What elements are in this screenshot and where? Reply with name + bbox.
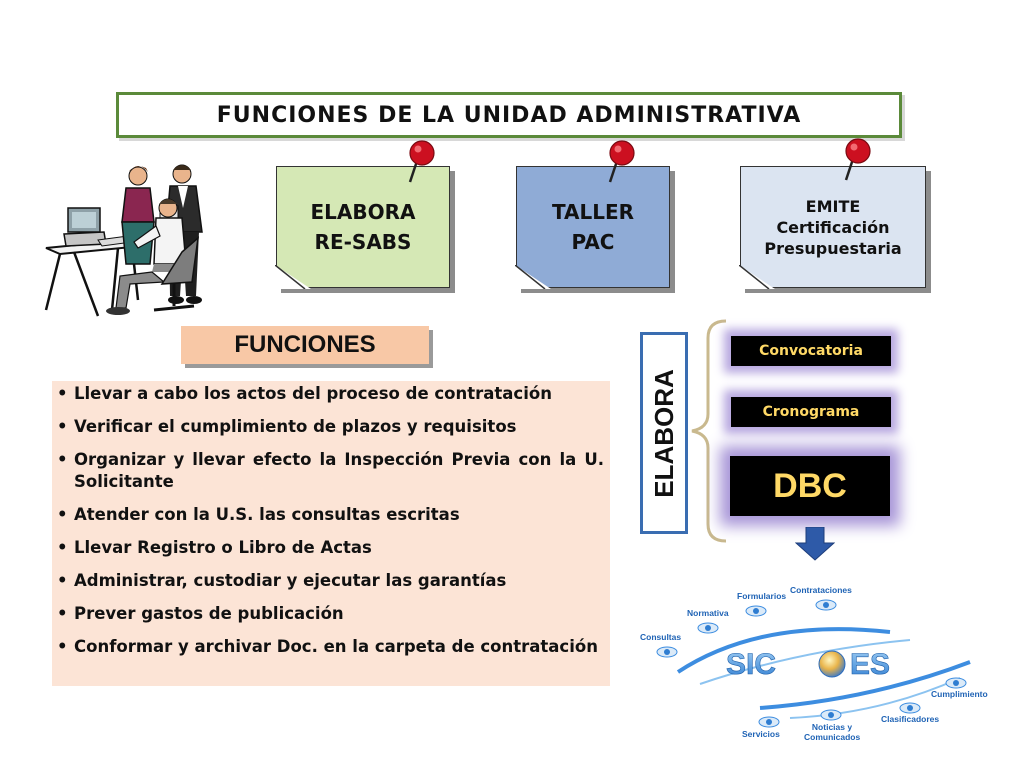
note-line: Certificación — [776, 217, 890, 237]
eye-icon — [697, 620, 719, 634]
note-line: PAC — [571, 230, 615, 254]
pushpin-icon — [402, 138, 442, 186]
curly-brace — [686, 318, 730, 544]
dbc-label: DBC — [773, 466, 847, 505]
note-emite-certificacion — [740, 166, 926, 288]
note-line: ELABORA — [310, 200, 416, 224]
list-item: • Conformar y archivar Doc. en la carpeta de contratación — [74, 636, 604, 658]
note-taller-pac — [516, 166, 670, 288]
cronograma-label: Cronograma — [762, 404, 860, 420]
svg-text:ES: ES — [850, 648, 891, 680]
sicoes-logo-graphic — [726, 646, 926, 680]
list-item: • Prever gastos de publicación — [74, 603, 604, 625]
note-fold-corner — [515, 265, 551, 289]
note-line: Presupuestaria — [764, 238, 902, 258]
funciones-label: FUNCIONES — [234, 331, 376, 358]
note-line: TALLER — [551, 200, 635, 224]
title-box — [116, 92, 902, 138]
cronograma-box — [731, 397, 891, 427]
sicoes-link-servicios[interactable]: Servicios — [742, 729, 780, 739]
list-item: • Atender con la U.S. las consultas escritas — [74, 504, 604, 526]
funciones-header — [181, 326, 429, 364]
eye-icon — [745, 603, 767, 617]
sicoes-link-contrataciones[interactable]: Contrataciones — [790, 585, 852, 595]
list-item: • Organizar y llevar efecto la Inspección Previa con la U. Solicitante — [74, 449, 604, 493]
sicoes-link-formularios[interactable]: Formularios — [737, 591, 787, 601]
funciones-list-box — [52, 381, 610, 686]
sicoes-link-consultas[interactable]: Consultas — [640, 632, 682, 642]
funciones-list — [52, 381, 610, 658]
convocatoria-label: Convocatoria — [759, 343, 863, 359]
sicoes-logo — [726, 646, 926, 680]
convocatoria-box — [731, 336, 891, 366]
elabora-label: ELABORA — [648, 368, 679, 498]
office-workers-illustration — [42, 160, 217, 322]
pushpin-icon — [602, 138, 642, 186]
eye-icon — [815, 597, 837, 611]
note-fold-corner — [739, 265, 775, 289]
note-line: EMITE — [805, 196, 861, 216]
sicoes-link-normativa[interactable]: Normativa — [687, 608, 729, 618]
note-fold-corner — [275, 265, 311, 289]
list-item: • Administrar, custodiar y ejecutar las garantías — [74, 570, 604, 592]
eye-icon — [656, 644, 678, 658]
sicoes-link-noticias[interactable]: Noticias y Comunicados — [804, 722, 861, 742]
page-title: FUNCIONES DE LA UNIDAD ADMINISTRATIVA — [216, 102, 802, 128]
list-item: • Llevar a cabo los actos del proceso de contratación — [74, 383, 604, 405]
sicoes-link-cumplimiento[interactable]: Cumplimiento — [931, 689, 988, 699]
eye-icon — [820, 707, 842, 721]
sicoes-logo-area — [640, 580, 1010, 750]
eye-icon — [758, 714, 780, 728]
sicoes-link-clasificadores[interactable]: Clasificadores — [881, 714, 940, 724]
pushpin-icon — [838, 136, 878, 184]
list-item: • Verificar el cumplimiento de plazos y requisitos — [74, 416, 604, 438]
list-item: • Llevar Registro o Libro de Actas — [74, 537, 604, 559]
svg-text:SIC: SIC — [726, 648, 777, 680]
eye-icon — [945, 675, 967, 689]
arrow-down-icon — [795, 527, 835, 561]
dbc-box — [730, 456, 890, 516]
eye-icon — [899, 700, 921, 714]
note-line: RE-SABS — [314, 230, 412, 254]
elabora-vertical-label — [640, 332, 688, 534]
